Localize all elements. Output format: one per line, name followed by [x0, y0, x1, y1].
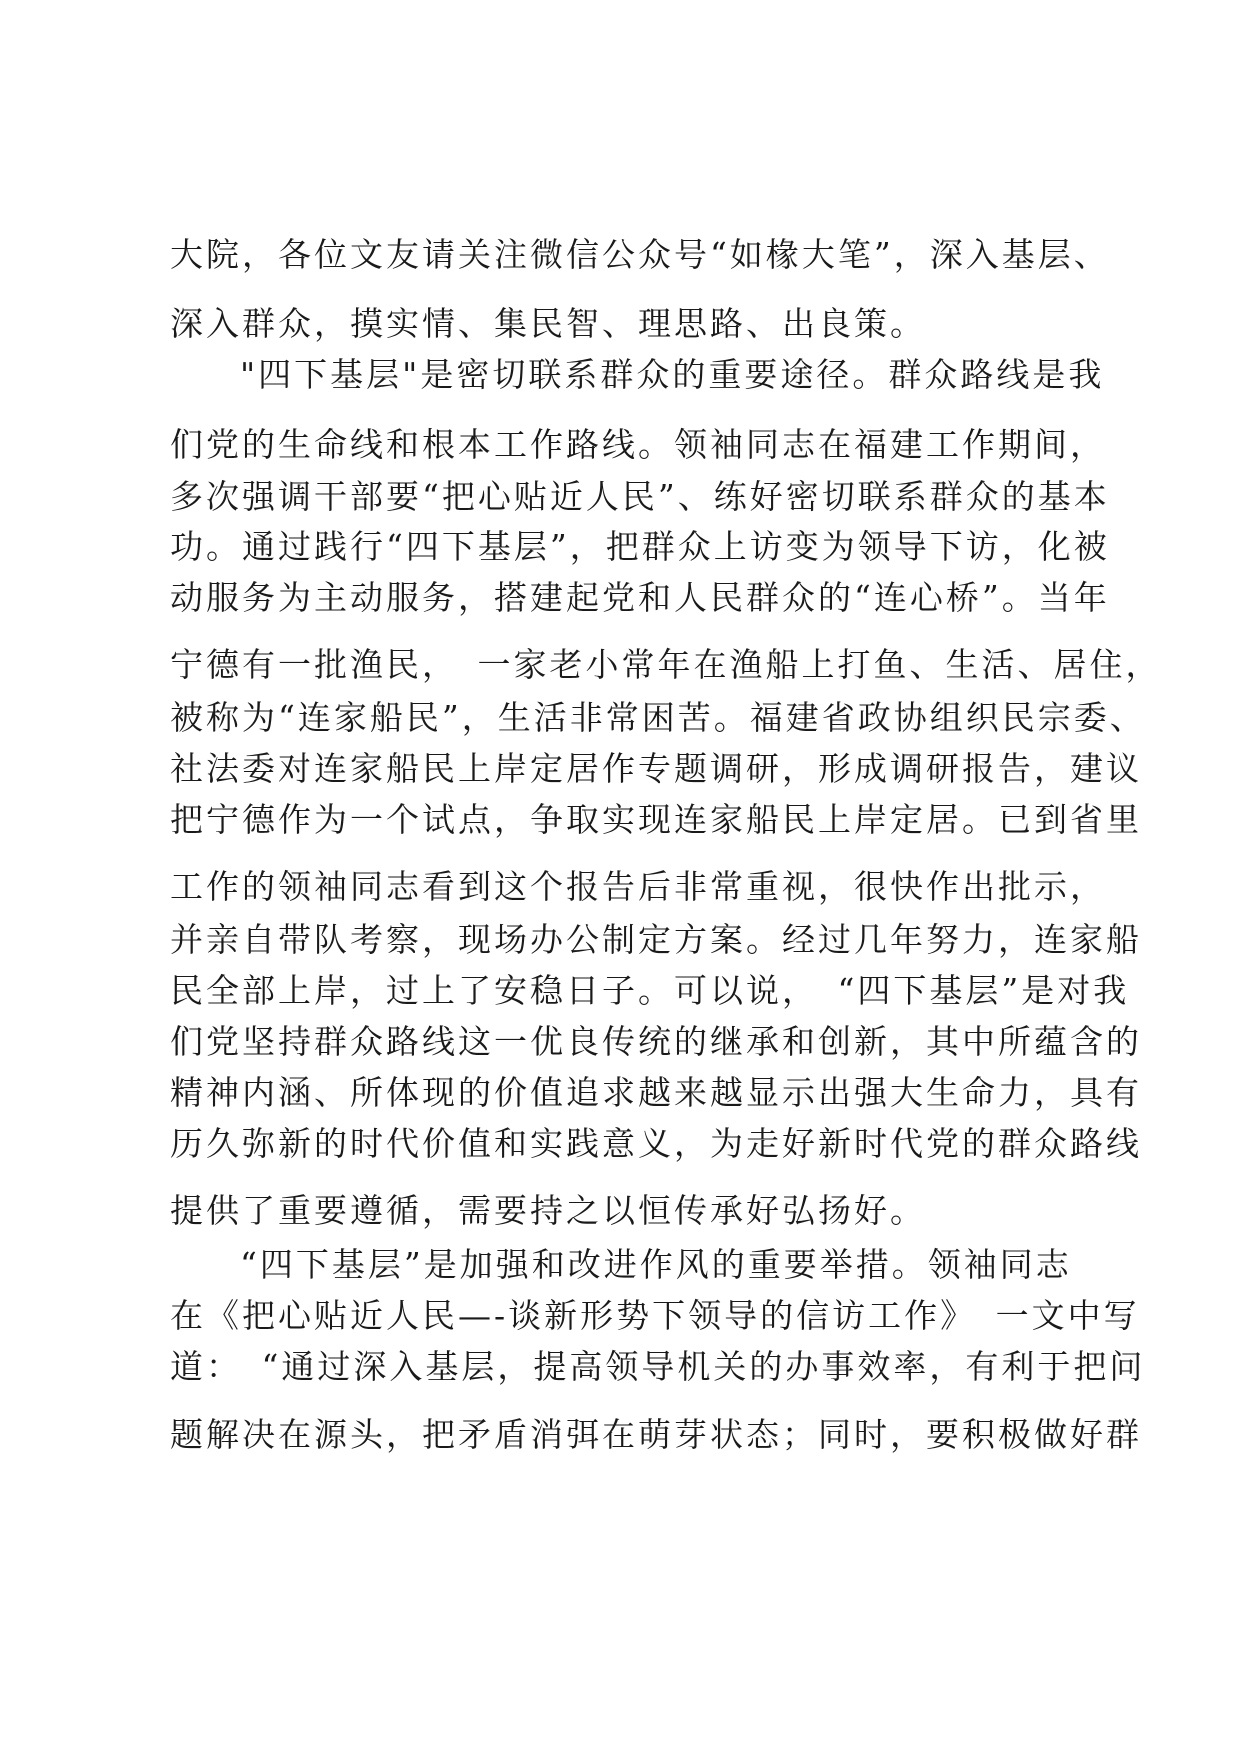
text-line: 们党的生命线和根本工作路线。领袖同志在福建工作期间， — [170, 425, 1106, 464]
text-line: 大院，各位文友请关注微信公众号“如椽大笔”，深入基层、 — [170, 235, 1110, 274]
text-line: 把宁德作为一个试点，争取实现连家船民上岸定居。已到省里 — [170, 800, 1142, 839]
paragraph-start-line: "四下基层"是密切联系群众的重要途径。群众路线是我 — [240, 355, 1105, 394]
text-line: 民全部上岸，过上了安稳日子。可以说， “四下基层”是对我 — [170, 971, 1130, 1010]
paragraph-start-line: “四下基层”是加强和改进作风的重要举措。领袖同志 — [240, 1245, 1072, 1284]
text-line: 宁德有一批渔民， 一家老小常年在渔船上打鱼、生活、居住， — [170, 645, 1162, 684]
text-line: 并亲自带队考察，现场办公制定方案。经过几年努力，连家船 — [170, 920, 1142, 959]
text-line: 工作的领袖同志看到这个报告后非常重视，很快作出批示， — [170, 867, 1106, 906]
text-line: 被称为“连家船民”，生活非常困苦。福建省政协组织民宗委、 — [170, 698, 1146, 737]
text-line: 提供了重要遵循，需要持之以恒传承好弘扬好。 — [170, 1191, 926, 1230]
text-line: 在《把心贴近人民—-谈新形势下领导的信访工作》 一文中写 — [170, 1296, 1140, 1335]
text-line: 道： “通过深入基层，提高领导机关的办事效率，有利于把问 — [170, 1347, 1146, 1386]
text-line: 精神内涵、所体现的价值追求越来越显示出强大生命力，具有 — [170, 1073, 1142, 1112]
text-line: 题解决在源头，把矛盾消弭在萌芽状态；同时，要积极做好群 — [170, 1415, 1142, 1454]
text-line: 功。通过践行“四下基层”，把群众上访变为领导下访，化被 — [170, 527, 1110, 566]
text-line: 们党坚持群众路线这一优良传统的继承和创新，其中所蕴含的 — [170, 1022, 1142, 1061]
text-line: 深入群众，摸实情、集民智、理思路、出良策。 — [170, 304, 926, 343]
text-line: 历久弥新的时代价值和实践意义，为走好新时代党的群众路线 — [170, 1124, 1142, 1163]
text-line: 社法委对连家船民上岸定居作专题调研，形成调研报告，建议 — [170, 749, 1142, 788]
text-line: 动服务为主动服务，搭建起党和人民群众的“连心桥”。当年 — [170, 578, 1110, 617]
text-line: 多次强调干部要“把心贴近人民”、练好密切联系群众的基本 — [170, 477, 1110, 516]
